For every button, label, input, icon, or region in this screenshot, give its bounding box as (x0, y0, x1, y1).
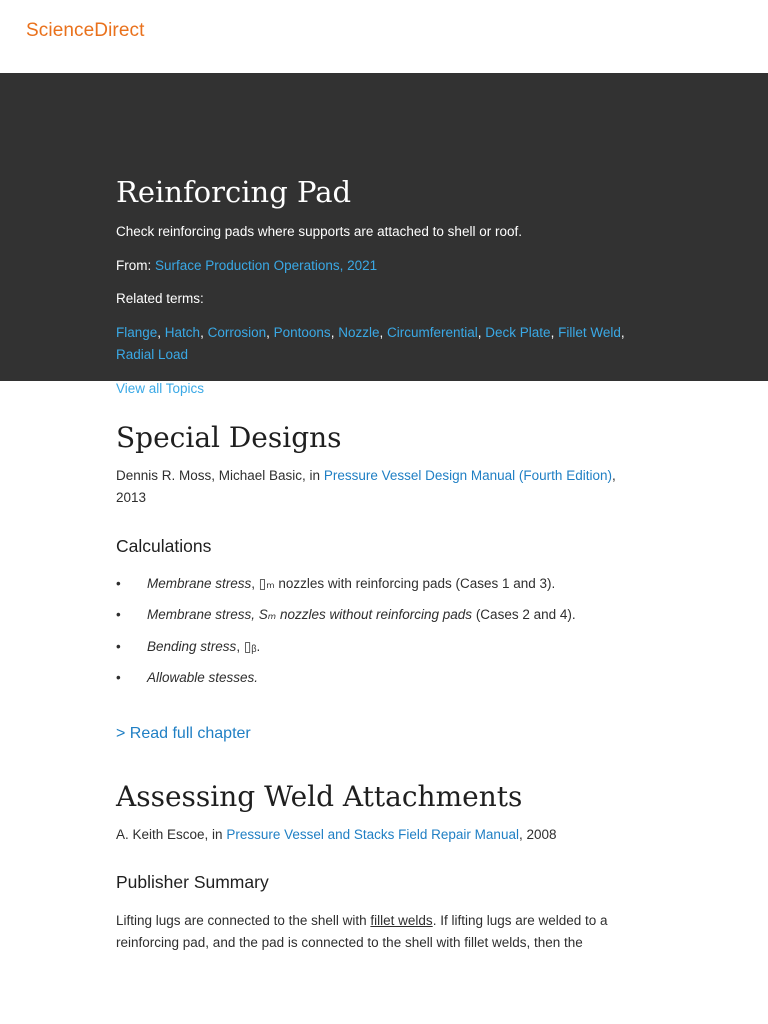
site-header (0, 0, 768, 73)
page-title: Reinforcing Pad (116, 175, 352, 209)
section-byline (116, 824, 642, 846)
paragraph-text: Lifting lugs are connected to the shell with (116, 913, 371, 928)
section-authors: Dennis R. Moss, Michael Basic, in (116, 468, 324, 483)
related-term-link[interactable]: Pontoons (273, 325, 331, 340)
book-link[interactable]: Pressure Vessel Design Manual (Fourth Edition) (323, 468, 612, 483)
list-item-text: , ▯ₘ nozzles with reinforcing pads (Cases 1 and 3). (251, 576, 556, 591)
list-item-text: , ▯ᵦ. (236, 638, 261, 654)
source-link[interactable]: Surface Production Operations, 2021 (155, 258, 378, 273)
topic-source (116, 255, 642, 277)
related-terms-list: Flange, Hatch, Corrosion, Pontoons, Nozzle, Circumferential, Deck Plate, Fillet Weld, Radial Load (116, 325, 625, 362)
fillet-welds-link[interactable]: fillet welds (370, 913, 433, 928)
list-item-text: (Cases 2 and 4). (472, 607, 576, 623)
view-all-topics-link[interactable]: View all Topics (116, 381, 205, 396)
list-item (116, 670, 642, 701)
bullet-marker: • (116, 576, 121, 591)
list-item (116, 576, 642, 607)
related-term-link[interactable]: Nozzle (338, 325, 380, 340)
section-title: Assessing Weld Attachments (116, 780, 523, 813)
bullet-marker: • (116, 607, 121, 623)
list-item-term: Membrane stress (147, 576, 252, 591)
related-term-link[interactable]: Flange (116, 325, 158, 340)
topic-description: Check reinforcing pads where supports are attached to shell or roof. (116, 224, 522, 239)
section-subhead: Publisher Summary (116, 872, 269, 892)
topic-content (0, 381, 768, 1024)
list-item (116, 639, 642, 670)
section-year: , 2013 (116, 468, 616, 505)
section-year: , 2008 (518, 827, 557, 842)
list-item-term: Allowable stesses. (147, 669, 259, 685)
related-term-link[interactable]: Circumferential (386, 325, 478, 340)
paragraph-text: . If lifting lugs are welded to a reinforcing pad, and the pad is connected to the shell with fillet welds, then the (116, 913, 608, 950)
from-label: From: (116, 258, 155, 273)
related-term-link[interactable]: Corrosion (207, 325, 267, 340)
book-link[interactable]: Pressure Vessel and Stacks Field Repair Manual (226, 827, 519, 842)
calculations-list (116, 576, 642, 701)
section-byline (116, 465, 642, 509)
section-paragraph (116, 910, 642, 954)
related-term-link[interactable]: Hatch (164, 325, 201, 340)
related-term-link[interactable]: Deck Plate (485, 325, 551, 340)
related-terms-label: Related terms: (116, 291, 204, 306)
read-full-chapter-link[interactable]: > Read full chapter (116, 725, 251, 742)
bullet-marker: • (116, 669, 121, 685)
section-authors: A. Keith Escoe, in (116, 827, 227, 842)
related-term-link[interactable]: Fillet Weld (558, 325, 621, 340)
list-item (116, 607, 642, 638)
section-subhead: Calculations (116, 536, 212, 556)
list-item-term: Membrane stress, Sₘ nozzles without reinforcing pads (147, 607, 473, 623)
related-term-link[interactable]: Radial Load (116, 347, 189, 362)
topic-hero (0, 73, 768, 396)
bullet-marker: • (116, 638, 121, 654)
sciencedirect-logo[interactable]: ScienceDirect (26, 20, 145, 41)
list-item-term: Bending stress (147, 638, 237, 654)
section-title: Special Designs (116, 421, 342, 454)
